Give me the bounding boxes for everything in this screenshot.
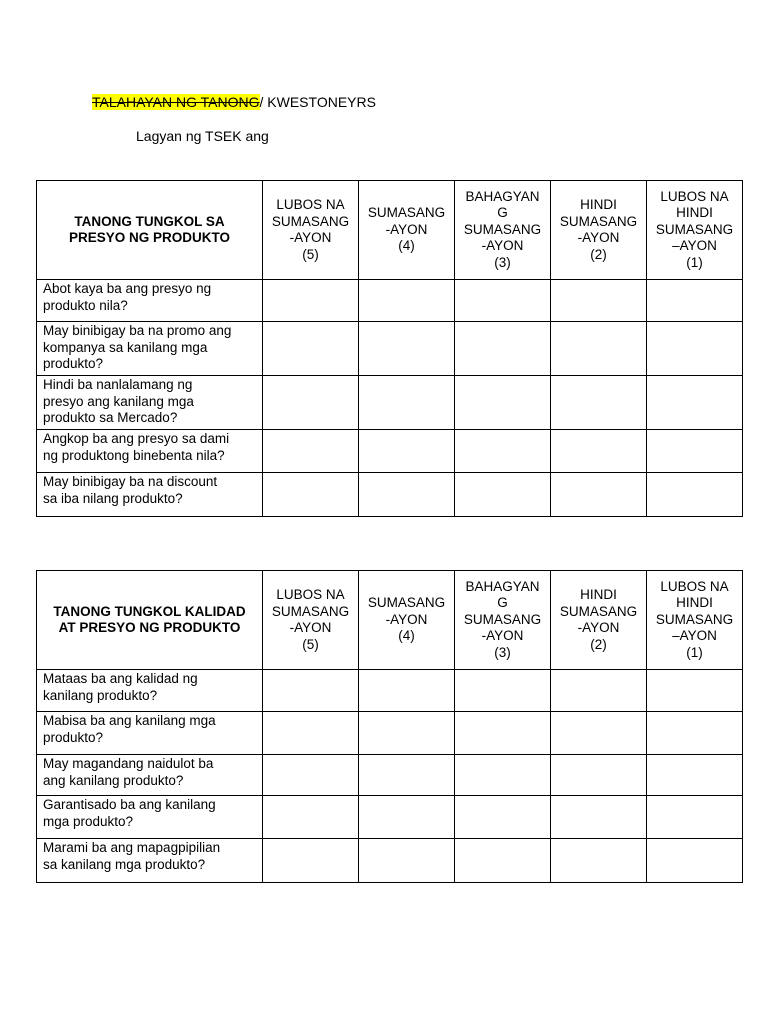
check-cell[interactable]: [263, 839, 359, 883]
check-cell[interactable]: [551, 430, 647, 473]
scale-header-2: HINDI SUMASANG -AYON (2): [551, 571, 647, 670]
table-row: [37, 712, 743, 755]
question-cell: Mabisa ba ang kanilang mga produkto?: [37, 712, 263, 755]
table-header-row: [37, 181, 743, 280]
check-cell[interactable]: [647, 280, 743, 322]
check-cell[interactable]: [263, 796, 359, 839]
scale-header-5: LUBOS NA SUMASANG -AYON (5): [263, 181, 359, 280]
check-cell[interactable]: [359, 712, 455, 755]
check-cell[interactable]: [647, 473, 743, 517]
check-cell[interactable]: [263, 322, 359, 376]
question-cell: Angkop ba ang presyo sa dami ng produktong binebenta nila?: [37, 430, 263, 473]
check-cell[interactable]: [455, 712, 551, 755]
check-cell[interactable]: [263, 280, 359, 322]
check-cell[interactable]: [359, 670, 455, 712]
scale-header-4: SUMASANG -AYON (4): [359, 181, 455, 280]
check-cell[interactable]: [455, 670, 551, 712]
check-cell[interactable]: [359, 376, 455, 430]
check-cell[interactable]: [263, 376, 359, 430]
check-cell[interactable]: [359, 322, 455, 376]
check-cell[interactable]: [647, 430, 743, 473]
check-cell[interactable]: [359, 430, 455, 473]
table-row: [37, 376, 743, 430]
check-cell[interactable]: [647, 322, 743, 376]
table-row: [37, 322, 743, 376]
question-cell: Garantisado ba ang kanilang mga produkto?: [37, 796, 263, 839]
check-cell[interactable]: [455, 322, 551, 376]
check-cell[interactable]: [359, 755, 455, 796]
check-cell[interactable]: [647, 755, 743, 796]
topic-header: TANONG TUNGKOL SA PRESYO NG PRODUKTO: [37, 181, 263, 280]
check-cell[interactable]: [359, 796, 455, 839]
check-cell[interactable]: [455, 430, 551, 473]
check-cell[interactable]: [647, 839, 743, 883]
table-row: [37, 280, 743, 322]
title-highlighted-text: TALAHAYAN NG TANONG: [92, 94, 260, 110]
check-cell[interactable]: [455, 839, 551, 883]
check-cell[interactable]: [263, 473, 359, 517]
scale-header-4: SUMASANG -AYON (4): [359, 571, 455, 670]
check-cell[interactable]: [551, 376, 647, 430]
check-cell[interactable]: [263, 712, 359, 755]
check-cell[interactable]: [263, 430, 359, 473]
check-cell[interactable]: [647, 376, 743, 430]
question-cell: Abot kaya ba ang presyo ng produkto nila?: [37, 280, 263, 322]
scale-header-3: BAHAGYAN G SUMASANG -AYON (3): [455, 571, 551, 670]
document-title: [92, 93, 376, 111]
check-cell[interactable]: [455, 796, 551, 839]
check-cell[interactable]: [647, 670, 743, 712]
check-cell[interactable]: [551, 755, 647, 796]
check-cell[interactable]: [551, 670, 647, 712]
check-cell[interactable]: [647, 712, 743, 755]
table-row: [37, 755, 743, 796]
table-header-row: [37, 571, 743, 670]
check-cell[interactable]: [455, 473, 551, 517]
check-cell[interactable]: [263, 755, 359, 796]
quality-questionnaire-table: [36, 570, 743, 883]
table-row: [37, 796, 743, 839]
scale-header-2: HINDI SUMASANG -AYON (2): [551, 181, 647, 280]
title-rest-text: / KWESTONEYRS: [259, 94, 376, 110]
scale-header-5: LUBOS NA SUMASANG -AYON (5): [263, 571, 359, 670]
check-cell[interactable]: [359, 839, 455, 883]
check-cell[interactable]: [551, 280, 647, 322]
question-cell: May magandang naidulot ba ang kanilang produkto?: [37, 755, 263, 796]
check-cell[interactable]: [551, 796, 647, 839]
table-row: [37, 473, 743, 517]
scale-header-1: LUBOS NA HINDI SUMASANG –AYON (1): [647, 181, 743, 280]
question-cell: May binibigay ba na discount sa iba nilang produkto?: [37, 473, 263, 517]
question-cell: Mataas ba ang kalidad ng kanilang produkto?: [37, 670, 263, 712]
question-cell: Hindi ba nanlalamang ng presyo ang kanilang mga produkto sa Mercado?: [37, 376, 263, 430]
check-cell[interactable]: [551, 322, 647, 376]
check-cell[interactable]: [551, 473, 647, 517]
check-cell[interactable]: [455, 280, 551, 322]
table-row: [37, 430, 743, 473]
question-cell: Marami ba ang mapagpipilian sa kanilang mga produkto?: [37, 839, 263, 883]
check-cell[interactable]: [647, 796, 743, 839]
check-cell[interactable]: [455, 755, 551, 796]
scale-header-3: BAHAGYAN G SUMASANG -AYON (3): [455, 181, 551, 280]
topic-header: TANONG TUNGKOL KALIDAD AT PRESYO NG PRODUKTO: [37, 571, 263, 670]
question-cell: May binibigay ba na promo ang kompanya sa kanilang mga produkto?: [37, 322, 263, 376]
table-row: [37, 670, 743, 712]
check-cell[interactable]: [551, 712, 647, 755]
scale-header-1: LUBOS NA HINDI SUMASANG –AYON (1): [647, 571, 743, 670]
table-row: [37, 839, 743, 883]
check-cell[interactable]: [359, 473, 455, 517]
instruction-text: Lagyan ng TSEK ang: [136, 128, 269, 144]
check-cell[interactable]: [263, 670, 359, 712]
check-cell[interactable]: [359, 280, 455, 322]
price-questionnaire-table: [36, 180, 743, 517]
check-cell[interactable]: [551, 839, 647, 883]
check-cell[interactable]: [455, 376, 551, 430]
